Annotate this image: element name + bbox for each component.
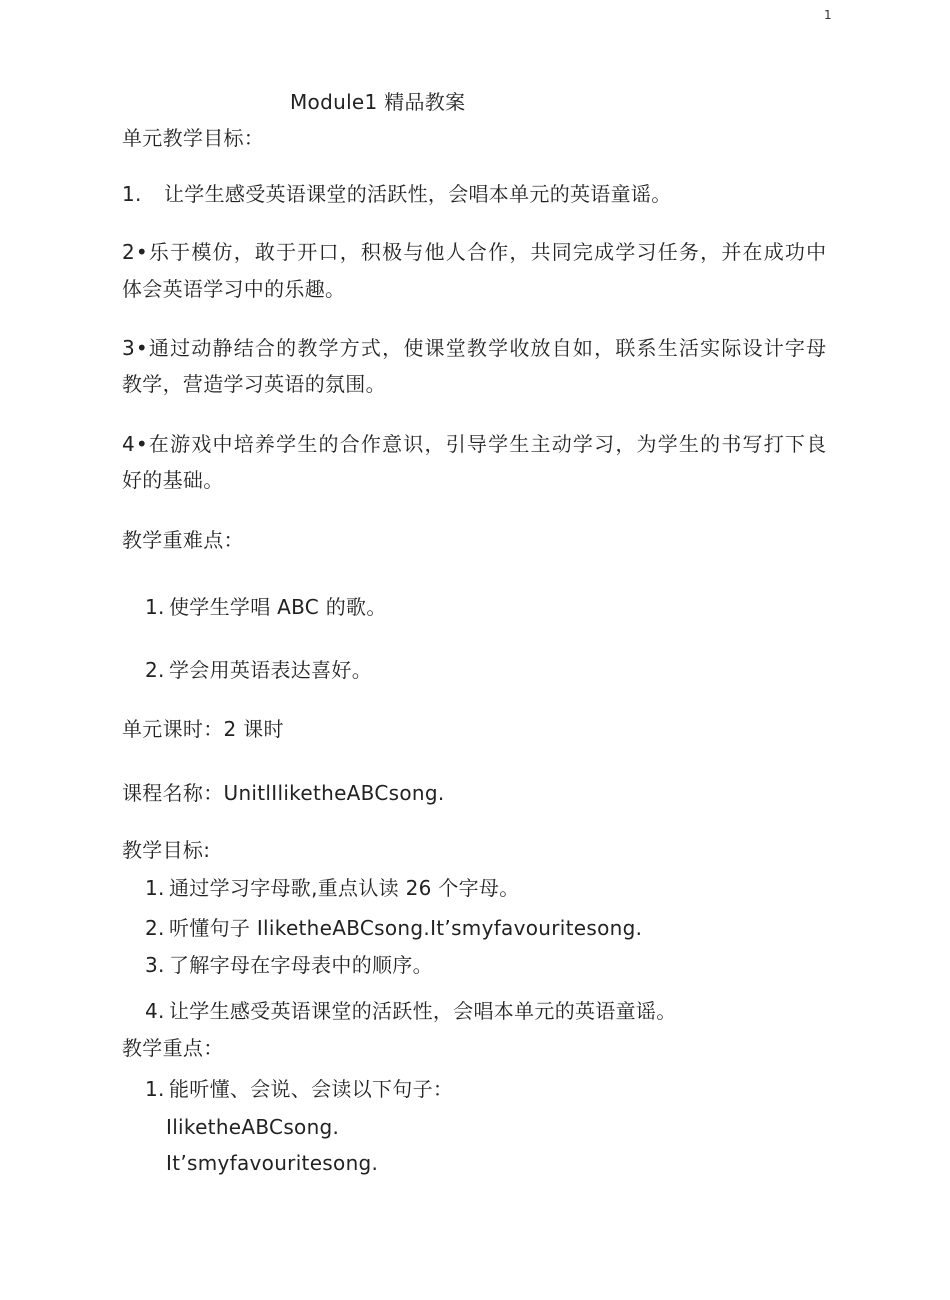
list-text: 让学生感受英语课堂的活跃性，会唱本单元的英语童谣。 [169, 999, 677, 1023]
list-text: 使学生学唱 ABC 的歌。 [169, 595, 387, 619]
unit-goal-3-line-2: 教学，营造学习英语的氛围。 [122, 372, 386, 396]
unit-goal-3-line-1 [122, 338, 827, 358]
unit-goal-1 [122, 184, 672, 204]
example-sentence-1: IliketheABCsong. [166, 1115, 340, 1139]
unit-goal-4-line-2: 好的基础。 [122, 468, 224, 492]
teaching-goal-2 [145, 918, 642, 938]
list-number: 2. [145, 658, 165, 682]
list-text: 听懂句子 IliketheABCsong.It’smyfavouritesong. [169, 916, 643, 940]
document-title: Module1 精品教案 [290, 90, 466, 114]
key-point-1 [145, 597, 387, 617]
list-number: 4• [122, 432, 149, 456]
unit-goal-4-line-1 [122, 434, 827, 454]
unit-goal-2-line-1 [122, 242, 827, 262]
list-text: 通过动静结合的教学方式，使课堂教学收放自如，联系生活实际设计字母 [148, 336, 828, 360]
unit-goals-heading: 单元教学目标： [122, 126, 265, 150]
unit-hours: 单元课时：2 课时 [122, 717, 284, 741]
list-text: 通过学习字母歌,重点认读 26 个字母。 [169, 876, 520, 900]
list-number: 2• [122, 240, 149, 264]
teaching-goal-3 [145, 955, 433, 975]
course-name: 课程名称：UnitlIliketheABCsong. [122, 781, 445, 805]
page-number: 1 [824, 8, 832, 22]
teaching-goal-4 [145, 1001, 677, 1021]
list-text: 让学生感受英语课堂的活跃性，会唱本单元的英语童谣。 [164, 182, 672, 206]
list-number: 3• [122, 336, 149, 360]
list-number: 3. [145, 953, 165, 977]
list-number: 1. [145, 1077, 165, 1101]
list-text: 了解字母在字母表中的顺序。 [169, 953, 433, 977]
key-point-2 [145, 660, 372, 680]
list-number: 1. [122, 182, 142, 206]
list-text: 乐于模仿，敢于开口，积极与他人合作，共同完成学习任务，并在成功中 [148, 240, 828, 264]
list-number: 2. [145, 916, 165, 940]
list-text: 在游戏中培养学生的合作意识，引导学生主动学习，为学生的书写打下良 [148, 432, 828, 456]
unit-goal-2-line-2: 体会英语学习中的乐趣。 [122, 277, 346, 301]
key-points-heading: 教学重难点： [122, 528, 244, 552]
teaching-focus-heading: 教学重点： [122, 1036, 224, 1060]
list-text: 学会用英语表达喜好。 [169, 658, 372, 682]
teaching-focus-1 [145, 1079, 453, 1099]
example-sentence-2: It’smyfavouritesong. [166, 1151, 379, 1175]
teaching-goals-heading: 教学目标: [122, 838, 211, 862]
teaching-goal-1 [145, 878, 520, 898]
list-number: 1. [145, 876, 165, 900]
list-number: 4. [145, 999, 165, 1023]
list-number: 1. [145, 595, 165, 619]
list-text: 能听懂、会说、会读以下句子： [169, 1077, 454, 1101]
